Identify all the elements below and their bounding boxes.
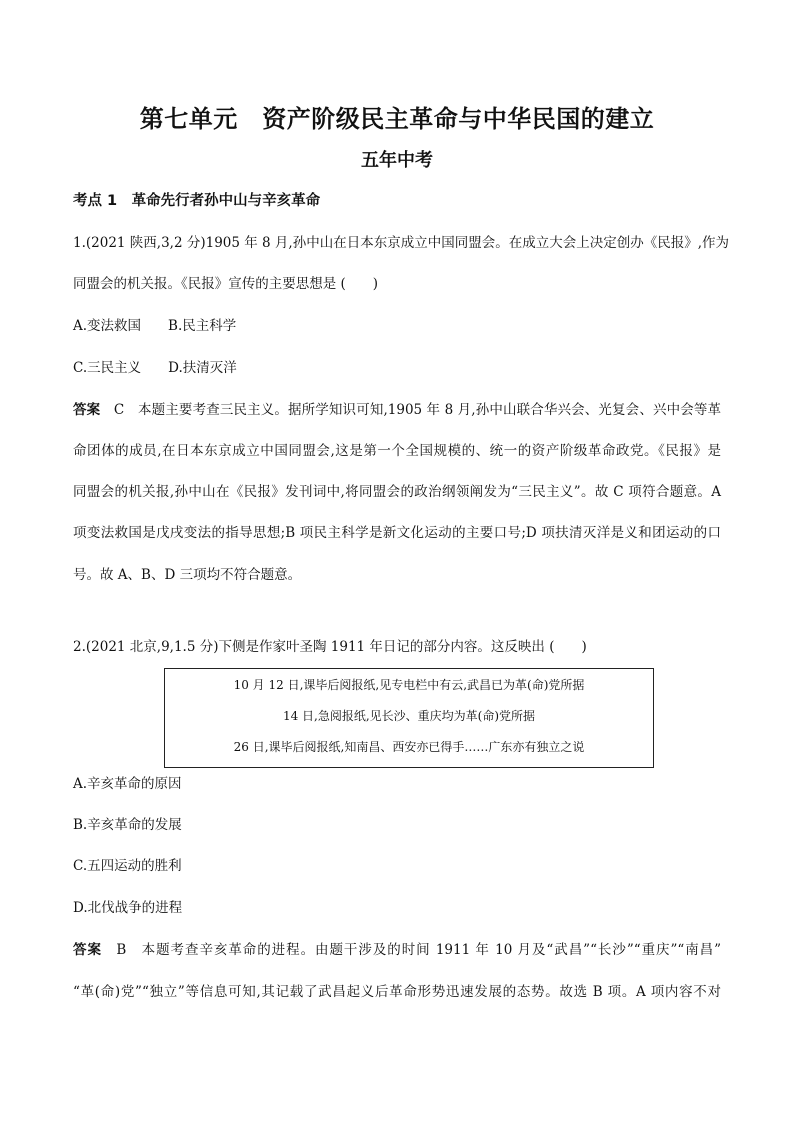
subtitle: 五年中考 <box>361 150 433 171</box>
q2-option: D.北伐战争的进程 <box>73 900 183 916</box>
q1-options-row: A.变法救国 B.民主科学 <box>73 318 237 334</box>
answer-label: 答案 <box>73 402 101 418</box>
answer-text: C 本题主要考查三民主义。据所学知识可知,1905 年 8 月,孙中山联合华兴会、光复会、兴中会等革 <box>100 402 722 418</box>
q2-option: B.辛亥革命的发展 <box>73 817 182 833</box>
q1-stem-line: 1.(2021 陕西,3,2 分)1905 年 8 月,孙中山在日本东京成立中国同盟会。在成立大会上决定创办《民报》,作为 <box>73 235 730 251</box>
q1-answer-line: 同盟会的机关报,孙中山在《民报》发刊词中,将同盟会的政治纲领阐发为“三民主义”。故 C 项符合题意。A <box>73 484 721 500</box>
diary-excerpt-box <box>164 668 654 768</box>
answer-text: B 本题考查辛亥革命的进程。由题干涉及的时间 1911 年 10 月及“武昌”“长沙”“重庆”“南昌” <box>101 942 722 958</box>
q2-option: C.五四运动的胜利 <box>73 858 182 874</box>
diary-line: 26 日,课毕后阅报纸,知南昌、西安亦已得手……广东亦有独立之说 <box>233 740 585 754</box>
q1-stem-line: 同盟会的机关报。《民报》宣传的主要思想是 ( ) <box>73 276 379 292</box>
q1-answer-line: 项变法救国是戊戌变法的指导思想;B 项民主科学是新文化运动的主要口号;D 项扶清灭洋是义和团运动的口 <box>73 525 721 541</box>
diary-line: 14 日,急阅报纸,见长沙、重庆均为革(命)党所据 <box>282 709 536 723</box>
q2-stem: 2.(2021 北京,9,1.5 分)下侧是作家叶圣陶 1911 年日记的部分内容。这反映出 ( ) <box>73 639 587 655</box>
q2-answer-line <box>73 939 721 961</box>
q1-answer-line: 号。故 A、B、D 三项均不符合题意。 <box>73 567 302 583</box>
q2-option: A.辛亥革命的原因 <box>73 776 182 792</box>
unit-title: 第七单元 资产阶级民主革命与中华民国的建立 <box>139 105 655 133</box>
diary-line: 10 月 12 日,课毕后阅报纸,见专电栏中有云,武昌已为革(命)党所据 <box>233 678 585 692</box>
section-heading: 考点 1 革命先行者孙中山与辛亥革命 <box>73 193 321 209</box>
q1-answer-line <box>73 399 721 421</box>
q1-options-row: C.三民主义 D.扶清灭洋 <box>73 360 237 376</box>
q2-answer-line: “革(命)党”“独立”等信息可知,其记载了武昌起义后革命形势迅速发展的态势。故选 B 项。A 项内容不对 <box>73 984 721 1000</box>
q1-answer-line: 命团体的成员,在日本东京成立中国同盟会,这是第一个全国规模的、统一的资产阶级革命政党。《民报》是 <box>73 443 721 459</box>
answer-label: 答案 <box>73 942 102 958</box>
